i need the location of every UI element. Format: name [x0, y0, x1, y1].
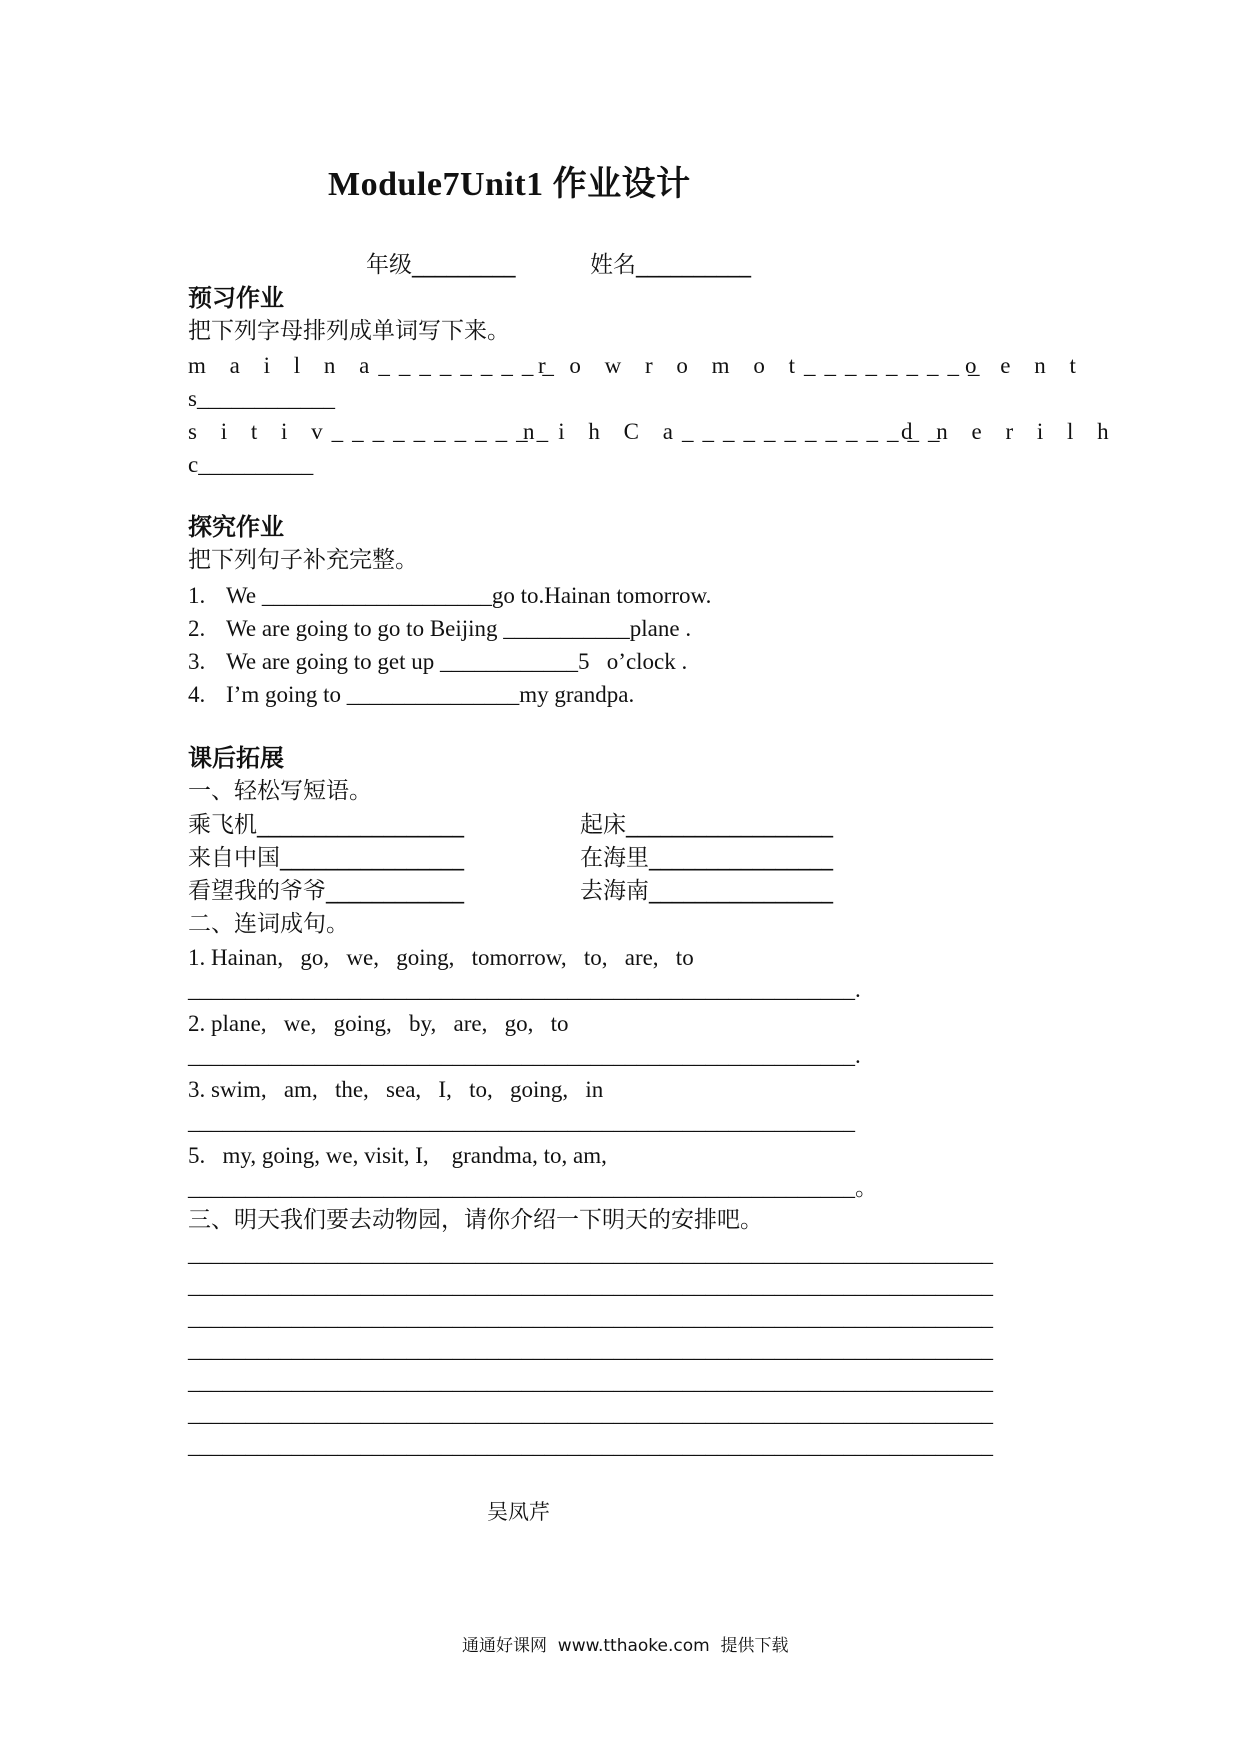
- explore-item-num: 1.: [188, 583, 206, 608]
- scramble-word-1: m a i l n a_________: [188, 353, 563, 378]
- author-name: 吴凤芹: [487, 1500, 550, 1524]
- explore-item-text: We are going to get up ____________5 o’clock .: [226, 649, 688, 674]
- writing-line: ______________________________________________________________________: [188, 1401, 993, 1426]
- scramble-word-6: d n e r i l h: [901, 419, 1118, 444]
- explore-item-text: We are going to go to Beijing ___________plane .: [226, 616, 692, 641]
- writing-line: ______________________________________________________________________: [188, 1337, 993, 1362]
- reorder-answer-line: __________________________________________________________: [188, 1109, 855, 1134]
- page-title: Module7Unit1 作业设计: [328, 166, 691, 203]
- reorder-question: 1. Hainan, go, we, going, tomorrow, to, are, to: [188, 945, 694, 970]
- reorder-question: 5. my, going, we, visit, I, grandma, to, am,: [188, 1143, 607, 1168]
- footer-text: 通通好课网 www.tthaoke.com 提供下载: [462, 1636, 789, 1656]
- explore-item-num: 4.: [188, 682, 206, 707]
- writing-line: ______________________________________________________________________: [188, 1369, 993, 1394]
- writing-line: ______________________________________________________________________: [188, 1241, 993, 1266]
- explore-item-num: 2.: [188, 616, 206, 641]
- preview-heading: 预习作业: [188, 284, 284, 312]
- explore-heading: 探究作业: [188, 513, 284, 541]
- writing-line: ______________________________________________________________________: [188, 1305, 993, 1330]
- extend-heading: 课后拓展: [188, 744, 284, 772]
- scramble-word-4: s i t i v___________: [188, 419, 558, 444]
- phrase-left: 看望我的爷爷____________: [188, 878, 464, 904]
- explore-item-text: We ____________________go to.Hainan tomorrow.: [226, 583, 712, 608]
- name-field: 姓名__________: [590, 252, 751, 278]
- phrase-right: 起床__________________: [580, 812, 833, 838]
- writing-line: ______________________________________________________________________: [188, 1273, 993, 1298]
- part1-title: 一、轻松写短语。: [188, 778, 372, 804]
- reorder-question: 2. plane, we, going, by, are, go, to: [188, 1011, 569, 1036]
- phrase-left: 来自中国________________: [188, 845, 464, 871]
- part3-title: 三、明天我们要去动物园，请你介绍一下明天的安排吧。: [188, 1207, 763, 1233]
- phrase-right: 在海里________________: [580, 845, 833, 871]
- explore-instruction: 把下列句子补充完整。: [188, 547, 418, 573]
- reorder-answer-line: __________________________________________________________.: [188, 1043, 861, 1068]
- scramble-word-5: n i h C a_____________: [523, 419, 949, 444]
- preview-instruction: 把下列字母排列成单词写下来。: [188, 318, 510, 344]
- reorder-answer-line: __________________________________________________________。: [188, 1175, 878, 1200]
- grade-field: 年级_________: [366, 252, 516, 278]
- phrase-right: 去海南________________: [580, 878, 833, 904]
- part2-title: 二、连词成句。: [188, 911, 349, 937]
- explore-item-text: I’m going to _______________my grandpa.: [226, 682, 635, 707]
- reorder-answer-line: __________________________________________________________.: [188, 977, 861, 1002]
- writing-line: ______________________________________________________________________: [188, 1433, 993, 1458]
- scramble-word-3: o e n t: [965, 353, 1085, 378]
- explore-item-num: 3.: [188, 649, 206, 674]
- scramble-word-6-cont: c__________: [188, 452, 314, 477]
- phrase-left: 乘飞机__________________: [188, 812, 464, 838]
- reorder-question: 3. swim, am, the, sea, I, to, going, in: [188, 1077, 604, 1102]
- scramble-word-2: r o w r o m o t_________: [538, 353, 989, 378]
- scramble-word-3-cont: s____________: [188, 386, 335, 411]
